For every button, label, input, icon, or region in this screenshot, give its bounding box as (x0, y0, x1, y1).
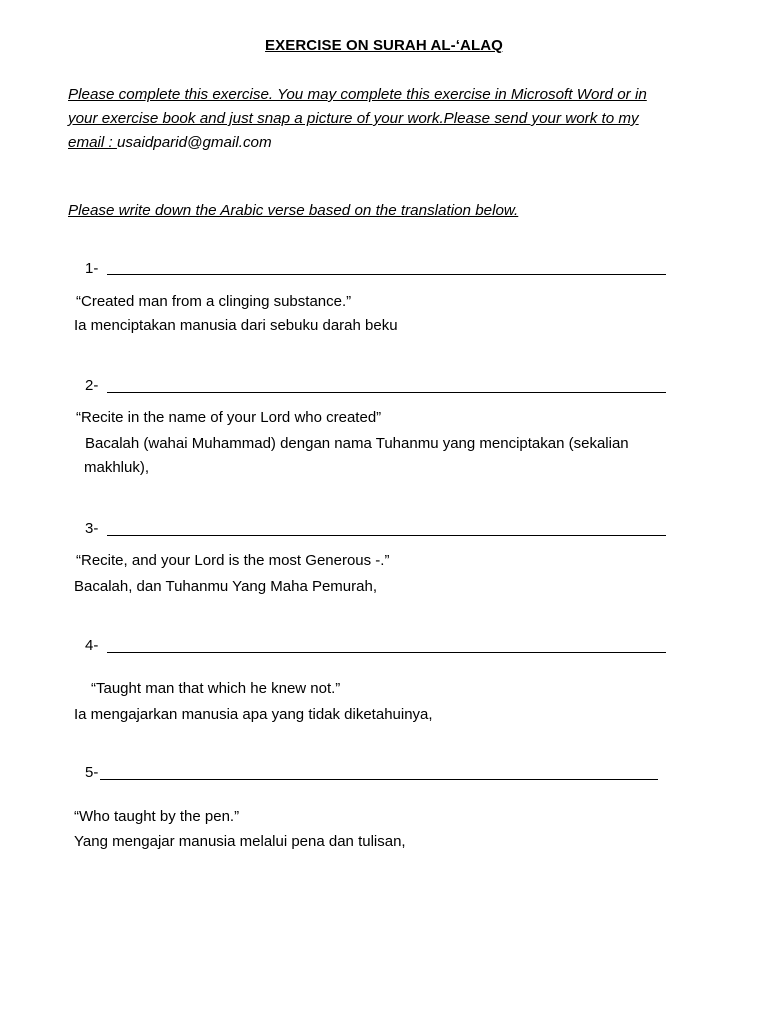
instruction-text (68, 83, 647, 107)
question-4-malay: Ia mengajarkan manusia apa yang tidak diketahuinya, (74, 706, 433, 723)
question-1-english: “Created man from a clinging substance.” (76, 293, 352, 310)
translation-instruction: Please write down the Arabic verse based on the translation below. (68, 202, 519, 219)
question-2-malay-line-1: Bacalah (wahai Muhammad) dengan nama Tuhanmu yang menciptakan (sekalian (85, 435, 629, 452)
question-5-malay: Yang mengajar manusia melalui pena dan tulisan, (74, 833, 406, 850)
question-5-english: “Who taught by the pen.” (74, 808, 240, 825)
question-2-answer-line[interactable] (107, 392, 666, 393)
question-1-malay: Ia menciptakan manusia dari sebuku darah beku (74, 317, 398, 334)
instruction-line-2-wrap (68, 107, 639, 131)
email-address: usaidparid@gmail.com (116, 134, 272, 151)
question-1-answer-line[interactable] (107, 274, 666, 275)
instruction-line-3-wrap (68, 131, 272, 155)
page-title: EXERCISE ON SURAH AL-‘ALAQ (265, 37, 503, 54)
email-label: email : (68, 134, 117, 151)
question-3-english: “Recite, and your Lord is the most Generous -.” (76, 552, 390, 569)
question-2-number: 2- (85, 377, 99, 394)
question-4-answer-line[interactable] (107, 652, 666, 653)
instruction-line-4-wrap (68, 199, 518, 223)
question-5-answer-line[interactable] (100, 779, 658, 780)
question-3-number: 3- (85, 520, 99, 537)
question-4-number: 4- (85, 637, 99, 654)
instruction-line-2: your exercise book and just snap a picture of your work.Please send your work to my (68, 110, 639, 127)
question-3-malay: Bacalah, dan Tuhanmu Yang Maha Pemurah, (74, 578, 377, 595)
question-1-number: 1- (85, 260, 99, 277)
instruction-line-1: Please complete this exercise. You may complete this exercise in Microsoft Word or in (68, 86, 647, 103)
question-4-english: “Taught man that which he knew not.” (91, 680, 341, 697)
question-5-number: 5- (85, 764, 99, 781)
question-3-answer-line[interactable] (107, 535, 666, 536)
question-2-english: “Recite in the name of your Lord who created” (76, 409, 382, 426)
question-2-malay-line-2: makhluk), (84, 459, 150, 476)
